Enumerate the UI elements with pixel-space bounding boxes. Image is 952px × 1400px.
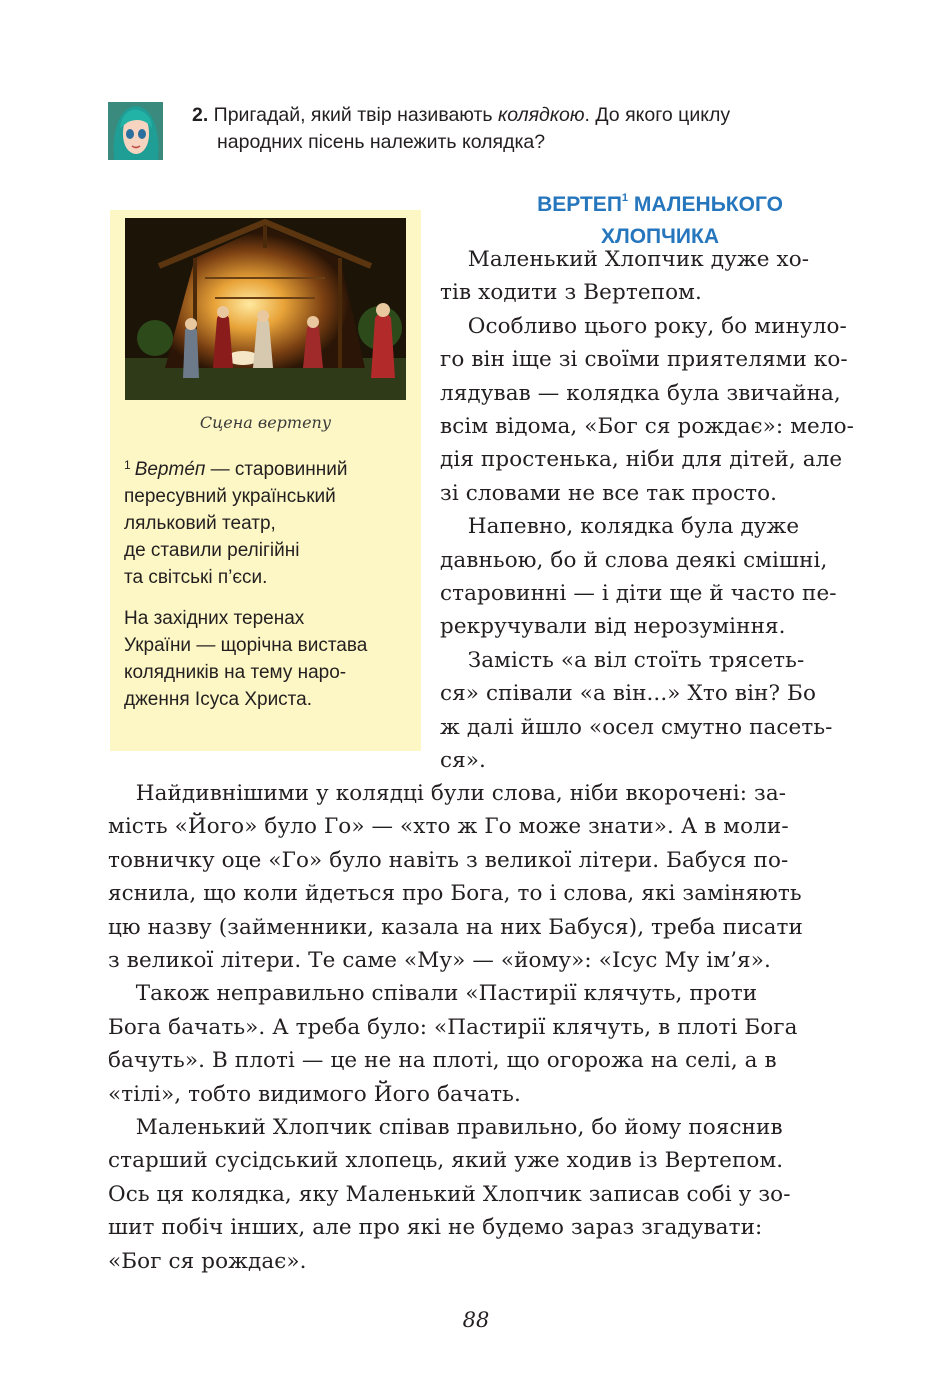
story-text-line: Маленький Хлопчик дуже хо- (440, 247, 810, 272)
task-number: 2. (192, 104, 209, 126)
footnote-line: де ставили релігійні (124, 540, 300, 561)
story-text-line: Напевно, колядка була дуже (440, 514, 800, 539)
story-text-line: ся». (440, 748, 486, 773)
story-text-line: мість «Його» було Го» — «хто ж Го може знати». А в моли- (108, 814, 789, 839)
footnote (124, 452, 414, 591)
story-text-line: тів ходити з Вертепом. (440, 280, 702, 305)
story-text-line: Ось ця колядка, яку Маленький Хлопчик записав собі у зо- (108, 1182, 791, 1207)
story-title-line2: ХЛОПЧИКА (600, 225, 719, 248)
task-text-start: Пригадай, який твір називають (208, 104, 499, 126)
nativity-scene-image (125, 218, 406, 400)
story-text-line: лядував — колядка була звичайна, (440, 381, 841, 406)
story-text-line: бачуть». В плоті — це не на плоті, що огорожа на селі, а в (108, 1048, 777, 1073)
story-text-line: дія простенька, ніби для дітей, але (440, 447, 843, 472)
footnote-line: пересувний український (124, 486, 336, 507)
story-text-line: давньою, бо й слова деякі смішні, (440, 548, 828, 573)
story-text-line: Замість «а віл стоїть трясеть- (440, 648, 805, 673)
story-text-line: Маленький Хлопчик співав правильно, бо йому пояснив (108, 1115, 783, 1140)
footnote-mark: 1 (124, 458, 131, 472)
story-text-line: ж далі йшло «осел смутно пасеть- (440, 715, 833, 740)
task-question (192, 102, 832, 156)
story-text-line: го він іще зі своїми приятелями ко- (440, 347, 848, 372)
story-title-word: ВЕРТЕП (537, 193, 622, 216)
story-text-line: зі словами не все так просто. (440, 481, 778, 506)
story-text-line: рекручували від нерозуміння. (440, 614, 786, 639)
story-text-line: старовинні — і діти ще й часто пе- (440, 581, 837, 606)
page-number: 88 (462, 1308, 490, 1332)
story-text-line: Особливо цього року, бо минуло- (440, 314, 847, 339)
girl-avatar-icon (108, 102, 163, 160)
story-text-line: «Бог ся рождає». (108, 1249, 307, 1274)
footnote-extra-line: На західних теренах (124, 608, 305, 629)
story-text-line: старший сусідський хлопець, який уже ходив із Вертепом. (108, 1148, 784, 1173)
footnote-extra-line: дження Ісуса Христа. (124, 689, 313, 710)
story-text-line: «тілі», тобто видимого Його бачать. (108, 1082, 521, 1107)
story-text-line: товничку оце «Го» було навіть з великої літери. Бабуся по- (108, 848, 789, 873)
story-title-rest: МАЛЕНЬКОГО (628, 193, 783, 216)
story-text-line: Бога бачать». А треба було: «Пастирії клячуть, в плоті Бога (108, 1015, 798, 1040)
footnote-extra-line: колядників на тему наро- (124, 662, 347, 683)
task-text-end: . До якого циклу (584, 104, 731, 126)
story-title-footnote-mark: 1 (621, 192, 629, 204)
image-caption: Сцена вертепу (199, 413, 332, 432)
footnote-line: та світські п’єси. (124, 567, 268, 588)
footnote-extra (124, 605, 414, 713)
story-text-line: яснила, що коли йдеться про Бога, то і слова, які заміняють (108, 881, 802, 906)
story-text-line: всім відома, «Бог ся рождає»: мело- (440, 414, 855, 439)
story-text-line: Також неправильно співали «Пастирії клячуть, проти (108, 981, 758, 1006)
story-text-line: Найдивнішими у колядці були слова, ніби вкорочені: за- (108, 781, 787, 806)
footnote-extra-line: України — щорічна вистава (124, 635, 368, 656)
story-text-line: цю назву (займенники, казала на них Бабуся), треба писати (108, 915, 803, 940)
footnote-definition-start: — старовинний (205, 459, 348, 480)
footnote-line: ляльковий театр, (124, 513, 276, 534)
task-text-line2: народних пісень належить колядка? (217, 131, 546, 153)
story-text-line: ся» співали «а він...» Хто він? Бо (440, 681, 816, 706)
story-text-line: шит побіч інших, але про які не будемо зараз згадувати: (108, 1215, 763, 1240)
footnote-term: Верте́п (134, 459, 206, 480)
story-text-line: з великої літери. Те саме «Му» — «йому»: «Ісус Му ім’я». (108, 948, 771, 973)
task-term: колядкою (498, 104, 585, 126)
